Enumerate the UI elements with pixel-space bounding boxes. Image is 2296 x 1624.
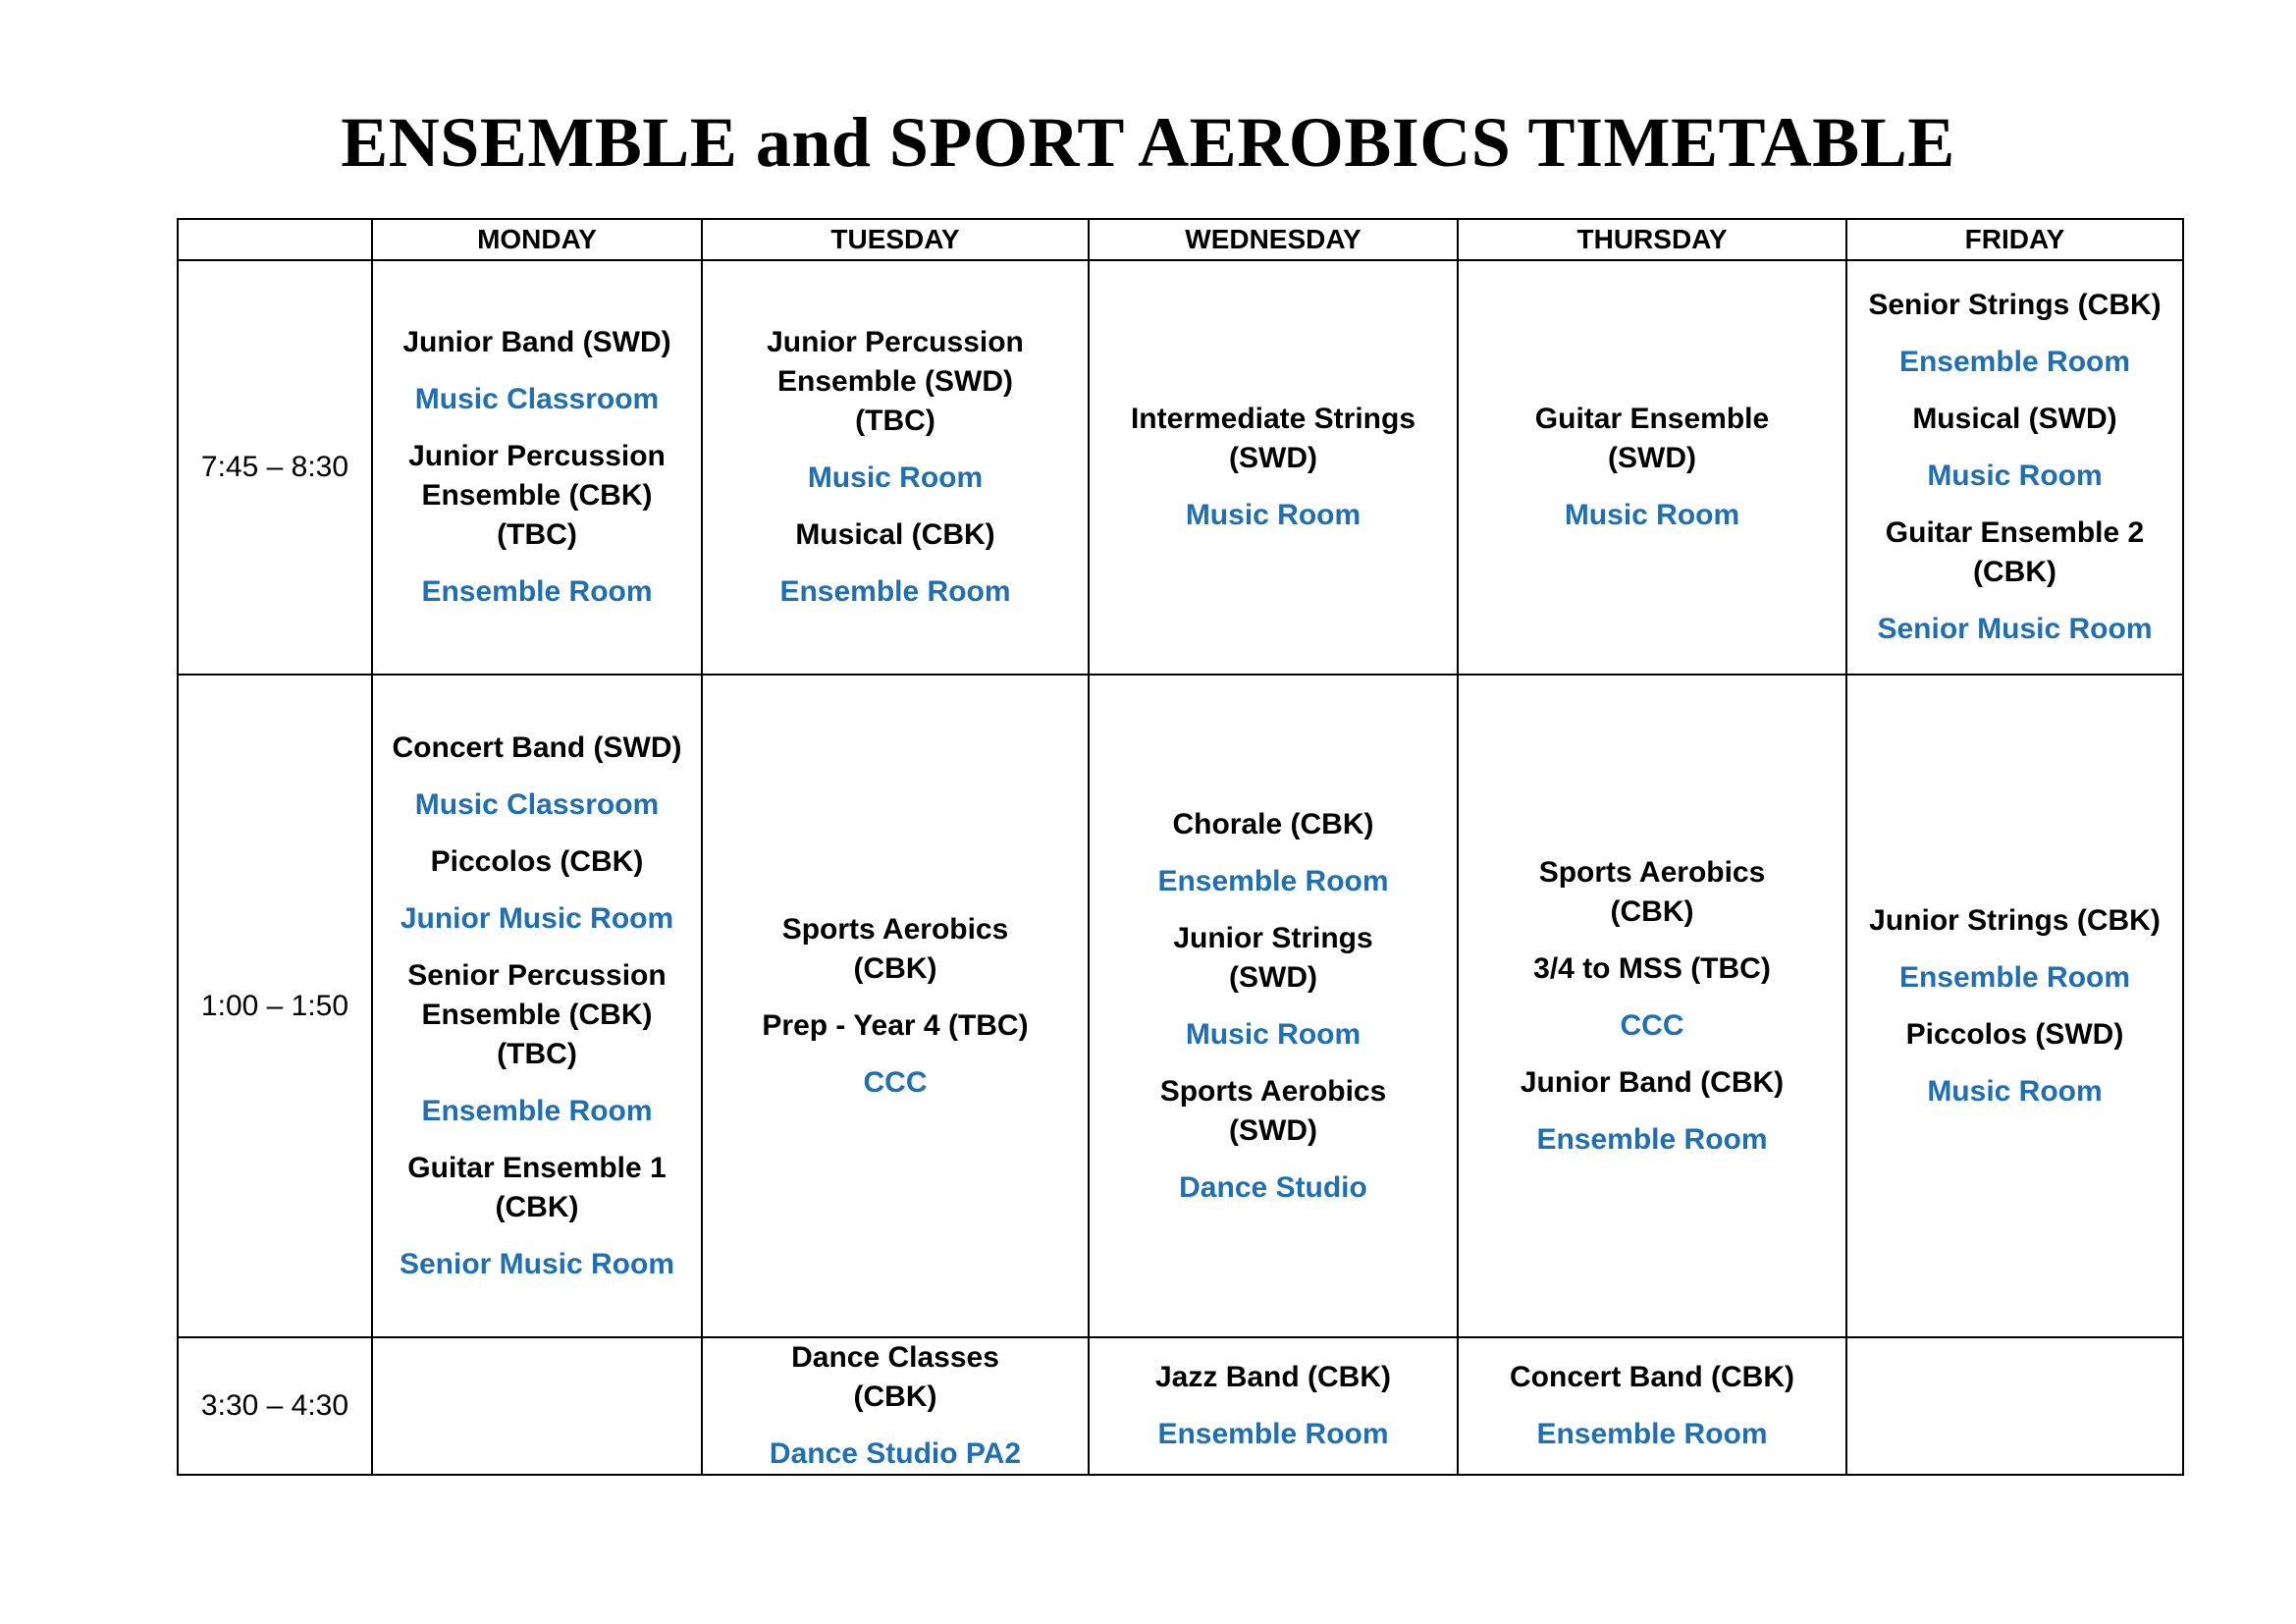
room-label: Music Room — [1927, 460, 2103, 492]
activity-entry — [1505, 853, 1799, 1046]
room-label: Ensemble Room — [1536, 1418, 1768, 1450]
schedule-cell-friday — [1846, 260, 2183, 675]
day-header-thursday: THURSDAY — [1458, 219, 1846, 260]
room-label: Music Room — [1185, 1017, 1362, 1051]
activity-name: Senior Percussion Ensemble (CBK)(TBC) — [407, 958, 667, 1070]
activity-name: Junior Band (CBK) — [1520, 1065, 1785, 1099]
activity-entry — [390, 956, 684, 1131]
activity-entry — [1868, 901, 2163, 998]
activity-entry — [1868, 1015, 2163, 1111]
activity-name: Piccolos (CBK) — [430, 844, 644, 878]
corner-cell — [178, 219, 372, 260]
activity-entry — [1868, 400, 2163, 496]
activity-entry — [1126, 400, 1420, 535]
activity-name: Junior Band (SWD) — [402, 326, 671, 358]
activity-name: Sports Aerobics (CBK) — [1538, 855, 1766, 928]
activity-name: Junior Percussion Ensemble (CBK)(TBC) — [408, 440, 666, 551]
room-label: Ensemble Room — [1157, 864, 1389, 897]
room-label: Dance Studio PA2 — [769, 1437, 1022, 1470]
activity-entry — [748, 515, 1042, 612]
activity-entry — [1126, 919, 1420, 1055]
schedule-cell-monday — [372, 260, 702, 675]
activity-entry — [1126, 1072, 1420, 1208]
table-row — [178, 260, 2183, 675]
activity-entry — [390, 729, 684, 825]
activity-entry — [748, 910, 1042, 1103]
activity-entry — [1126, 1358, 1420, 1454]
room-label: Music Room — [1185, 499, 1362, 531]
room-label: Ensemble Room — [421, 1094, 653, 1127]
time-slot-cell: 1:00 – 1:50 — [178, 675, 372, 1337]
activity-name: Junior Percussion Ensemble (SWD)(TBC) — [767, 326, 1024, 437]
room-label: CCC — [863, 1065, 928, 1099]
day-header-friday: FRIDAY — [1846, 219, 2183, 260]
room-label: Ensemble Room — [1898, 346, 2131, 378]
room-label: Ensemble Room — [779, 575, 1011, 608]
activity-detail: 3/4 to MSS (TBC) — [1533, 951, 1771, 985]
activity-name: Junior Strings (SWD) — [1173, 921, 1373, 994]
activity-entry — [1126, 805, 1420, 901]
schedule-cell-wednesday — [1089, 675, 1458, 1337]
activity-name: Dance Classes (CBK) — [791, 1341, 999, 1413]
activity-name: Sports Aerobics (SWD) — [1159, 1074, 1387, 1147]
activity-entry — [1868, 286, 2163, 382]
time-slot-cell: 7:45 – 8:30 — [178, 260, 372, 675]
activity-name: Jazz Band (CBK) — [1154, 1361, 1391, 1393]
schedule-cell-thursday — [1458, 260, 1846, 675]
room-label: Senior Music Room — [1877, 613, 2153, 645]
room-label: Music Classroom — [414, 787, 660, 821]
activity-name: Chorale (CBK) — [1172, 807, 1374, 840]
room-label: Senior Music Room — [399, 1247, 675, 1280]
activity-name: Concert Band (CBK) — [1510, 1361, 1794, 1393]
schedule-cell-wednesday — [1089, 260, 1458, 675]
activity-entry — [390, 437, 684, 612]
schedule-cell-friday — [1846, 675, 2183, 1337]
schedule-cell-tuesday — [702, 260, 1089, 675]
activity-name: Musical (SWD) — [1912, 403, 2117, 435]
day-header-wednesday: WEDNESDAY — [1089, 219, 1458, 260]
schedule-cell-tuesday — [702, 675, 1089, 1337]
activity-name: Musical (CBK) — [795, 518, 995, 551]
activity-name: Intermediate Strings (SWD) — [1130, 403, 1416, 474]
activity-entry — [1505, 1358, 1799, 1454]
activity-entry — [1868, 514, 2163, 649]
schedule-cell-monday — [372, 1337, 702, 1475]
activity-entry — [748, 323, 1042, 498]
room-label: Music Room — [807, 461, 984, 494]
room-label: Ensemble Room — [1536, 1122, 1768, 1156]
room-label: Music Room — [1927, 1074, 2103, 1108]
activity-name: Guitar Ensemble 2 (CBK) — [1885, 516, 2145, 588]
table-row — [178, 675, 2183, 1337]
activity-entry — [1505, 1063, 1799, 1160]
schedule-cell-monday — [372, 675, 702, 1337]
table-row — [178, 1337, 2183, 1475]
room-label: Music Room — [1564, 499, 1740, 531]
page-title: ENSEMBLE and SPORT AEROBICS TIMETABLE — [341, 103, 1955, 182]
day-header-monday: MONDAY — [372, 219, 702, 260]
room-label: Dance Studio — [1179, 1170, 1367, 1204]
activity-entry — [748, 1338, 1042, 1474]
activity-entry — [1505, 400, 1799, 535]
activity-name: Senior Strings (CBK) — [1868, 289, 2162, 321]
room-label: Ensemble Room — [1898, 960, 2131, 994]
activity-detail: Prep - Year 4 (TBC) — [762, 1008, 1029, 1042]
activity-name: Sports Aerobics (CBK) — [781, 912, 1009, 985]
schedule-cell-thursday — [1458, 1337, 1846, 1475]
time-slot-cell: 3:30 – 4:30 — [178, 1337, 372, 1475]
activity-entry — [390, 842, 684, 939]
day-header-tuesday: TUESDAY — [702, 219, 1089, 260]
timetable — [177, 218, 2184, 1476]
schedule-cell-thursday — [1458, 675, 1846, 1337]
activity-name: Concert Band (SWD) — [392, 731, 682, 764]
schedule-cell-tuesday — [702, 1337, 1089, 1475]
activity-name: Guitar Ensemble (SWD) — [1534, 403, 1770, 474]
activity-entry — [390, 1149, 684, 1284]
header-row — [178, 219, 2183, 260]
activity-entry — [390, 323, 684, 419]
activity-name: Guitar Ensemble 1 (CBK) — [407, 1151, 667, 1223]
room-label: Ensemble Room — [421, 575, 653, 608]
activity-name: Junior Strings (CBK) — [1869, 903, 2161, 937]
room-label: Music Classroom — [414, 383, 660, 415]
room-label: Ensemble Room — [1157, 1418, 1389, 1450]
schedule-cell-friday — [1846, 1337, 2183, 1475]
activity-name: Piccolos (SWD) — [1905, 1017, 2124, 1051]
schedule-cell-wednesday — [1089, 1337, 1458, 1475]
room-label: CCC — [1620, 1008, 1684, 1042]
room-label: Junior Music Room — [400, 901, 674, 935]
